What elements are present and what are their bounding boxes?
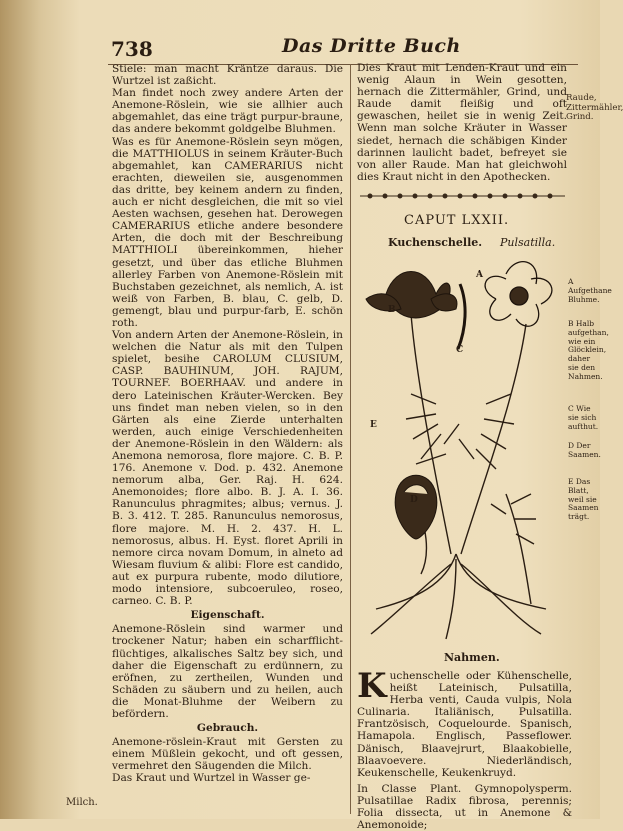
drop-cap: K [357,666,387,706]
nahmen-body: uchenschelle oder Kühenschelle, heißt Lateinisch, Pulsatilla, Herba venti, Cauda vulpis, Nola Culinaria. Italiänisch, Pulsatilla. Frantzösisch, Coquelourde. Spanisch, Hamapola. Englisch, Passeflower. Dänisch, Blaavejrurt, Blaakobielle, Blaavoevere. Niederländisch, Keukenschelle, Keukenkruyd. [357,670,572,779]
running-title: Das Dritte Buch [282,35,461,57]
figure-letter-b: B [388,305,396,315]
nahmen-text [357,666,572,779]
figure-letter-e: E [370,420,377,430]
chapter-number: CAPUT LXXII. [404,213,510,228]
paragraph: Man findet noch zwey andere Arten der Anemone-Röslein, wie sie allhier auch abgemahlet, das eine trägt purpur-braune, das andere bekommt goldgelbe Bluhmen. [112,87,343,136]
legend-e: E Das Blatt, weil sie Saamen trägt. [568,477,599,522]
heading-gebrauch: Gebrauch. [196,722,259,735]
gebrauch-text: Anemone-röslein-Kraut mit Gersten zu einem Müßlein gekocht, und oft gessen, vermehret den Säugenden die Milch. [112,736,343,773]
left-column [112,63,343,785]
paragraph: Von andern Arten der Anemone-Röslein, in welchen die Natur als mit den Tulpen spielet, besihe CAROLUM CLUSIUM, CASP. BAUHINUM, JOH. RAJUM, TOURNEF. BOERHAAV. und andere in dero Lateinischen Kräuter-Wercken. Bey uns findet man neben vielen, so in den Gärten als eine Zierde unterhalten werden, auch einige Verschiedenheiten der Anemone-Röslein in den Wäldern: als Anemona nemorosa, flore majore. C. B. P. 176. Anemone v. Dod. p. 432. Anemone nemorum alba, Ger. Raj. H. 624. Anemonoides; flore albo. B. J. A. I. 36. Ranunculus phragmites; albus; vernus. J. B. 3. 412. T. 285. Ranunculus nemorosus, flore majore. M. H. 2. 437. H. L. nemorosus, albus. H. Eyst. floret Aprili in nemore circa novam Domum, in alneto ad Wiesam fluvium & alibi: Flore est candido, aut ex purpura rubente, modo dilutiore, modo intensiore, subcoeruleo, roseo, carneo. C. B. P. [112,329,343,608]
right-column-top [357,62,567,183]
paragraph: Was es für Anemone-Röslein seyn mögen, die MATTHIOLUS in seinem Kräuter-Buch abgemahlet, kan CAMERARIUS nicht erachten, dieweilen sie, ausgenommen das dritte, bey keinem andern zu finden, auch er nicht desgleichen, die mit so viel Aesten wachsen, gesehen hat. Derowegen CAMERARIUS etliche andere besondere Arten, die doch mit der Beschreibung MATTHIOLI übereinkommen, hieher gesetzt, und über das etliche Bluhmen allerley Farben von Anemone-Röslein mit Buchstaben gezeichnet, als nemlich, A. ist weiß von Farben, B. blau, C. gelb, D. gemengt, blau und purpur-farb, E. schön roth. [112,135,343,329]
paragraph: Dies Kraut mit Lenden-Kraut und ein wenig Alaun in Wein gesotten, hernach die Zittermähler, Grind, und Raude damit fleißig und oft gewaschen, heilet sie in wenig Zeit. Wenn man solche Kräuter in Wasser siedet, hernach die schäbigen Kinder darinnen laulicht badet, befreyet sie von aller Raude. Man hat gleichwohl dies Kraut nicht in den Apothecken. [357,62,567,183]
plant-name-german: Kuchenschelle. [388,236,483,249]
figure-letter-c: C [456,345,464,355]
margin-note-raude: Raude, Zittermähler, Grind. [566,93,623,122]
last-line: Das Kraut und Wurtzel in Wasser ge- [112,772,311,785]
figure-letter-d: D [410,495,418,505]
legend-c: C Wie sie sich aufthut. [568,404,599,431]
eigenschaft-text: Anemone-Röslein sind warmer und trockener Natur; haben ein scharfflicht-flüchtiges, alkalisches Saltz bey sich, und daher die Eigenschaft zu erdünnern, zu eröfnen, zu zertheilen, Wunden und Schäden zu säubern und zu heilen, auch die Monat-Bluhme der Weibern zu befördern. [112,623,343,720]
legend-a: A Aufgethane Bluhme. [568,277,612,304]
legend-d: D Der Saamen. [568,441,601,459]
legend-b: B Halb aufgethan, wie ein Glöcklein, daher sie den Nahmen. [568,319,609,381]
plant-name-latin: Pulsatilla. [500,236,556,249]
column-divider [350,64,351,814]
class-text: In Classe Plant. Gymnopolysperm. Pulsatillae Radix fibrosa, perennis; Folia dissecta, ut in Anemone & Anemonoide; [357,782,572,831]
figure-letter-a: A [476,270,483,280]
heading-eigenschaft: Eigenschaft. [190,609,265,622]
paragraph: Stiele: man macht Kräntze daraus. Die Wurtzel ist zaßicht. [112,63,343,88]
page-number: 738 [111,37,153,61]
margin-note-milch: Milch. [66,797,98,808]
ornament-divider [360,191,565,201]
nahmen-section [357,666,572,831]
heading-nahmen: Nahmen. [444,651,500,664]
